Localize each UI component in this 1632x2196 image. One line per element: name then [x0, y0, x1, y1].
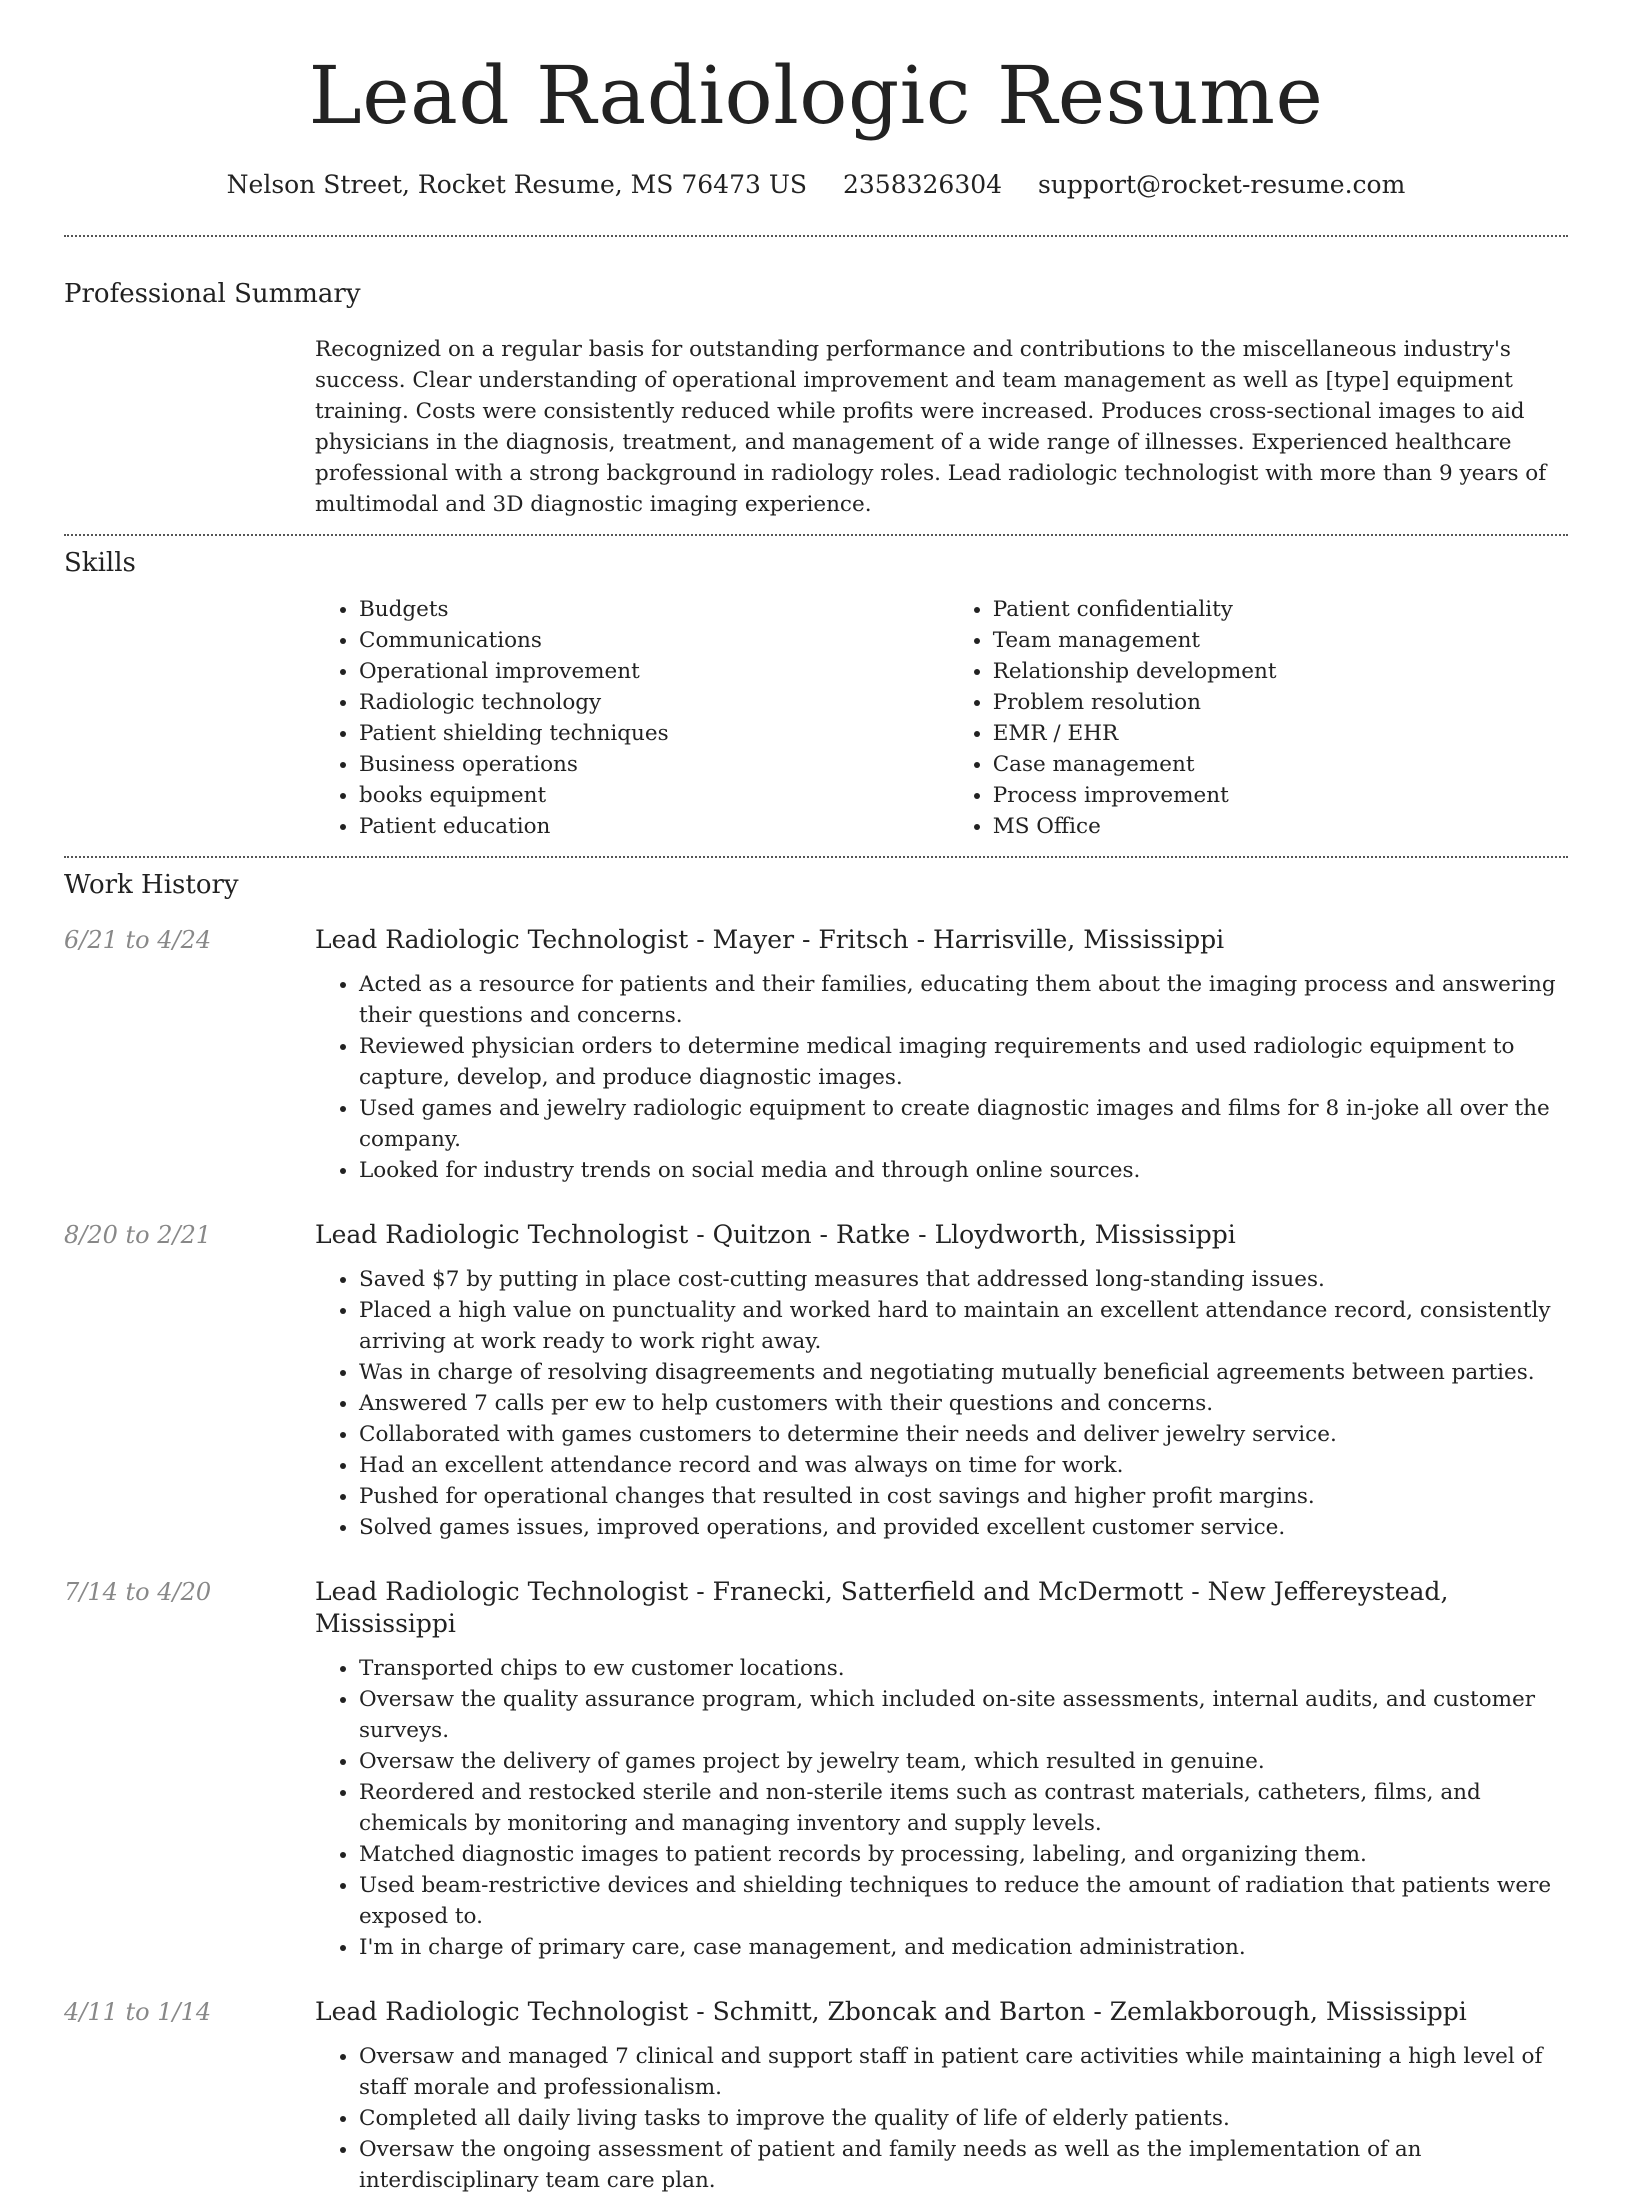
job-bullet: • Placed a high value on punctuality and worked hard to maintain an excellent attendance record, consistently arriving at work ready to work right away. — [359, 1295, 1568, 1357]
job-bullet: • Oversaw the ongoing assessment of patient and family needs as well as the implementation of an interdisciplinary team care plan. — [359, 2134, 1568, 2196]
job-title: Lead Radiologic Technologist - Mayer - Fritsch - Harrisville, Mississippi — [315, 925, 1225, 954]
job-bullet: • Used games and jewelry radiologic equipment to create diagnostic images and films for 8 in-joke all over the company. — [359, 1093, 1568, 1155]
skill-item: • Radiologic technology — [359, 687, 949, 718]
job-details — [315, 1576, 1568, 1963]
job-bullets — [315, 969, 1568, 1186]
job-entry — [64, 1996, 1568, 2196]
skill-item: • Case management — [993, 749, 1568, 780]
job-bullets — [315, 1653, 1568, 1963]
skills-list — [315, 594, 1568, 842]
resume-page — [64, 0, 1568, 2196]
job-details — [315, 1996, 1568, 2196]
job-bullets — [315, 2041, 1568, 2196]
job-dates: 6/21 to 4/24 — [64, 926, 212, 954]
skill-item: • Patient shielding techniques — [359, 718, 949, 749]
job-title: Lead Radiologic Technologist - Franecki, Satterfield and McDermott - New Jeffereystead, Mississippi — [315, 1577, 1449, 1638]
job-entry — [64, 1576, 1568, 1963]
job-details — [315, 1219, 1568, 1543]
job-bullet: • Had an excellent attendance record and was always on time for work. — [359, 1450, 1568, 1481]
work-history-heading: Work History — [64, 870, 239, 900]
job-bullet: • Transported chips to ew customer locations. — [359, 1653, 1568, 1684]
skill-item: • Relationship development — [993, 656, 1568, 687]
contact-phone: 2358326304 — [842, 170, 1003, 199]
summary-heading: Professional Summary — [64, 279, 361, 309]
job-entry — [64, 924, 1568, 1186]
job-dates: 7/14 to 4/20 — [64, 1578, 212, 1606]
skills-divider — [64, 856, 1568, 858]
job-title: Lead Radiologic Technologist - Schmitt, Zboncak and Barton - Zemlakborough, Mississippi — [315, 1997, 1467, 2026]
contact-email: support@rocket-resume.com — [1038, 170, 1406, 199]
job-details — [315, 924, 1568, 1186]
job-bullet: • Used beam-restrictive devices and shielding techniques to reduce the amount of radiation that patients were exposed to. — [359, 1870, 1568, 1932]
job-bullet: • Solved games issues, improved operations, and provided excellent customer service. — [359, 1512, 1568, 1543]
job-bullet: • Reviewed physician orders to determine medical imaging requirements and used radiologic equipment to capture, develop, and produce diagnostic images. — [359, 1031, 1568, 1093]
skill-item: • books equipment — [359, 780, 949, 811]
job-dates: 8/20 to 2/21 — [64, 1221, 212, 1249]
skills-left-column — [315, 594, 949, 842]
skill-item: • EMR / EHR — [993, 718, 1568, 749]
job-bullet: • Saved $7 by putting in place cost-cutting measures that addressed long-standing issues. — [359, 1264, 1568, 1295]
job-bullet: • Looked for industry trends on social media and through online sources. — [359, 1155, 1568, 1186]
skills-heading: Skills — [64, 548, 136, 578]
job-bullet: • I'm in charge of primary care, case management, and medication administration. — [359, 1932, 1568, 1963]
skill-item: • Operational improvement — [359, 656, 949, 687]
skill-item: • Team management — [993, 625, 1568, 656]
job-dates: 4/11 to 1/14 — [64, 1998, 212, 2026]
job-bullet: • Was in charge of resolving disagreements and negotiating mutually beneficial agreements between parties. — [359, 1357, 1568, 1388]
skill-item: • Patient confidentiality — [993, 594, 1568, 625]
job-bullet: • Oversaw and managed 7 clinical and support staff in patient care activities while maintaining a high level of staff morale and professionalism. — [359, 2041, 1568, 2103]
job-bullet: • Completed all daily living tasks to improve the quality of life of elderly patients. — [359, 2103, 1568, 2134]
header-divider — [64, 235, 1568, 237]
resume-title: Lead Radiologic Resume — [308, 49, 1324, 142]
job-bullet: • Answered 7 calls per ew to help customers with their questions and concerns. — [359, 1388, 1568, 1419]
job-entry — [64, 1219, 1568, 1543]
skill-item: • Process improvement — [993, 780, 1568, 811]
job-bullets — [315, 1264, 1568, 1543]
skills-right-column — [949, 594, 1568, 842]
job-bullet: • Pushed for operational changes that resulted in cost savings and higher profit margins. — [359, 1481, 1568, 1512]
skill-item: • Patient education — [359, 811, 949, 842]
skill-item: • Business operations — [359, 749, 949, 780]
job-bullet: • Oversaw the quality assurance program, which included on-site assessments, internal audits, and customer surveys. — [359, 1684, 1568, 1746]
contact-address: Nelson Street, Rocket Resume, MS 76473 US — [226, 170, 808, 199]
job-bullet: • Matched diagnostic images to patient records by processing, labeling, and organizing them. — [359, 1839, 1568, 1870]
summary-text: Recognized on a regular basis for outstanding performance and contributions to the miscellaneous industry's success. Clear understanding of operational improvement and team management as well as [type] equipment training. Costs were consistently reduced while profits were increased. Produces cross-sectional images to aid physicians in the diagnosis, treatment, and management of a wide range of illnesses. Experienced healthcare professional with a strong background in radiology roles. Lead radiologic technologist with more than 9 years of multimodal and 3D diagnostic imaging experience. — [315, 337, 1547, 517]
skill-item: • Communications — [359, 625, 949, 656]
job-title: Lead Radiologic Technologist - Quitzon - Ratke - Lloydworth, Mississippi — [315, 1220, 1236, 1249]
job-bullet: • Oversaw the delivery of games project by jewelry team, which resulted in genuine. — [359, 1746, 1568, 1777]
job-bullet: • Acted as a resource for patients and their families, educating them about the imaging process and answering their questions and concerns. — [359, 969, 1568, 1031]
skill-item: • Problem resolution — [993, 687, 1568, 718]
skill-item: • Budgets — [359, 594, 949, 625]
summary-divider — [64, 534, 1568, 536]
job-bullet: • Collaborated with games customers to determine their needs and deliver jewelry service. — [359, 1419, 1568, 1450]
job-bullet: • Reordered and restocked sterile and non-sterile items such as contrast materials, catheters, films, and chemicals by monitoring and managing inventory and supply levels. — [359, 1777, 1568, 1839]
skill-item: • MS Office — [993, 811, 1568, 842]
contact-line — [64, 170, 1568, 199]
